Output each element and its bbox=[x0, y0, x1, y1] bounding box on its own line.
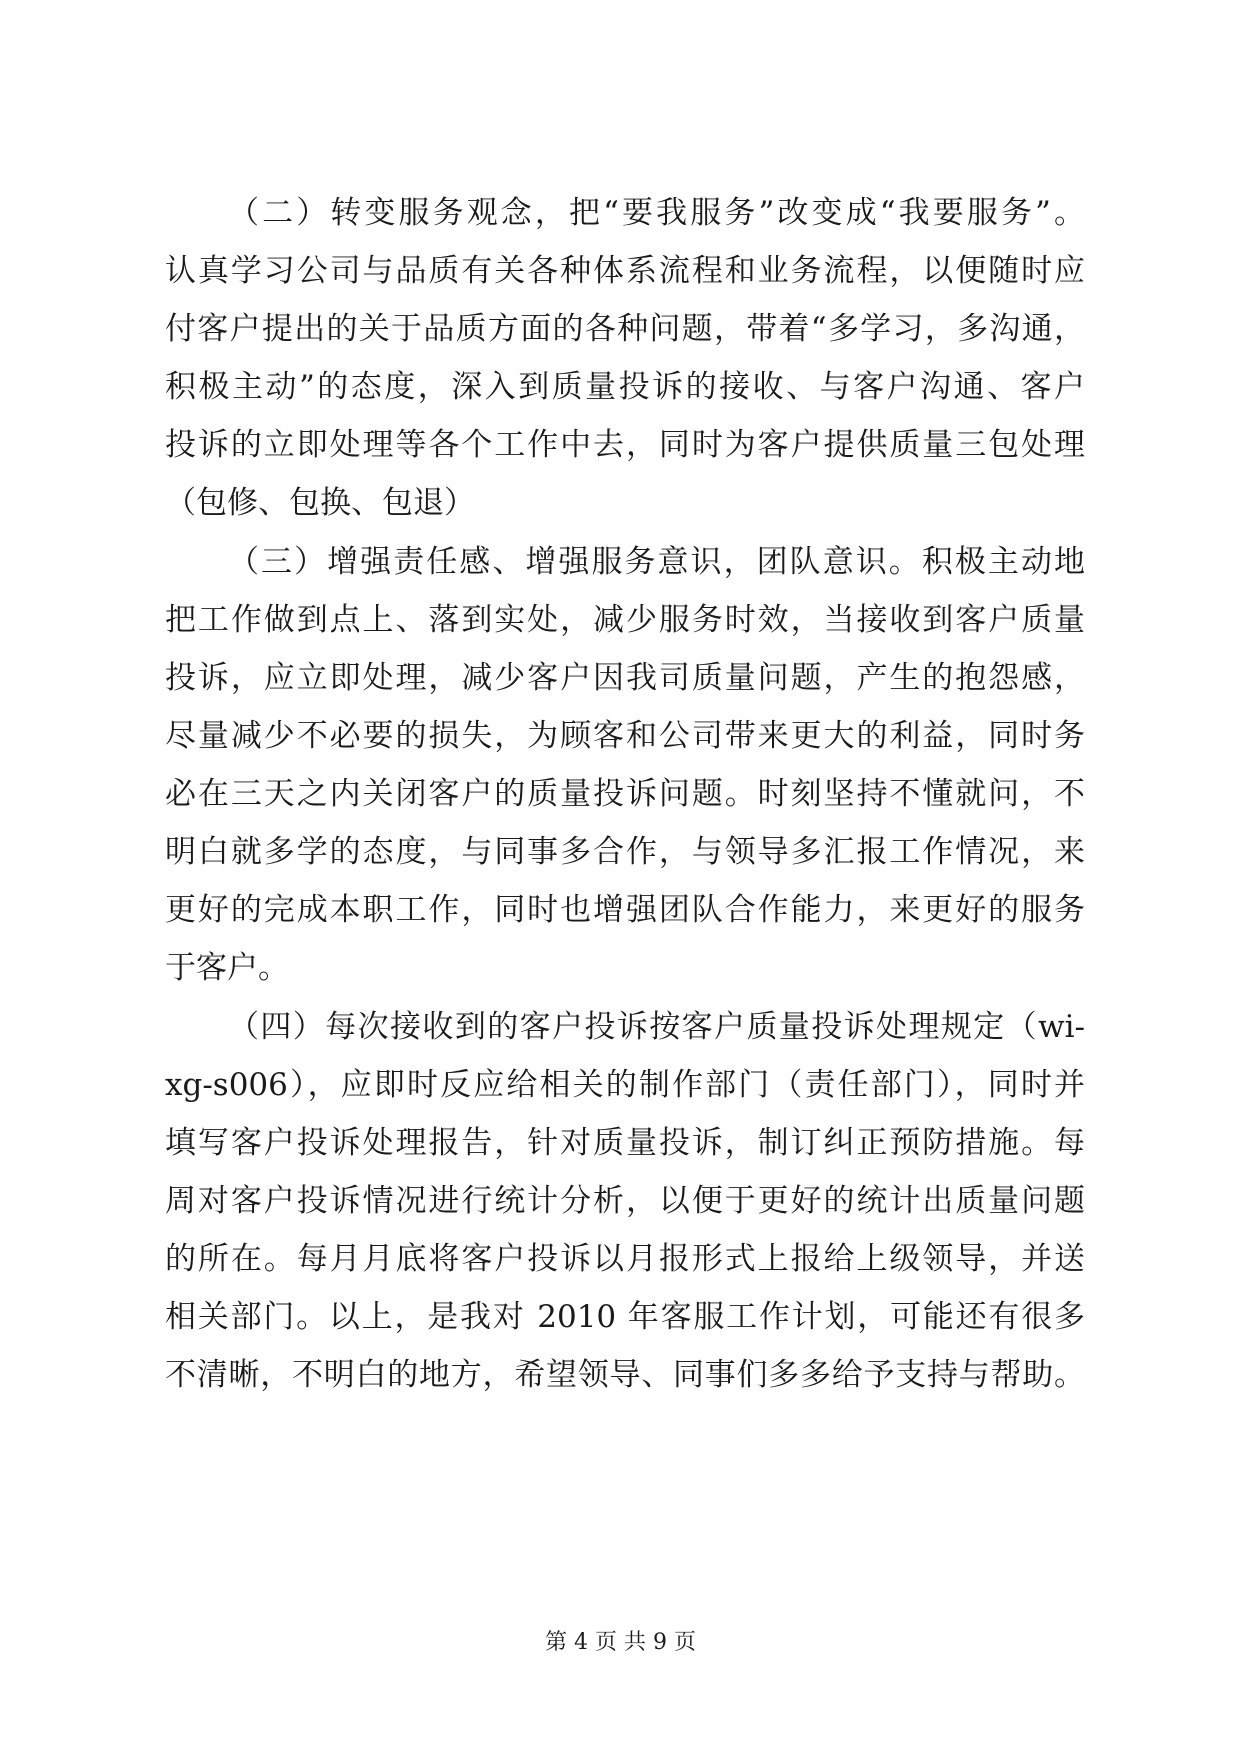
paragraph-4-line-4: 周对客户投诉情况进行统计分析，以便于更好的统计出质量问题 bbox=[165, 1183, 1085, 1219]
paragraph-3-line-8: 于客户。 bbox=[165, 950, 289, 986]
paragraph-4-line-1: （四）每次接收到的客户投诉按客户质量投诉处理规定（wi- bbox=[228, 1009, 1085, 1045]
paragraph-4-line-5: 的所在。每月月底将客户投诉以月报形式上报给上级领导，并送 bbox=[165, 1241, 1085, 1277]
paragraph-3-line-4: 尽量减少不必要的损失，为顾客和公司带来更大的利益，同时务 bbox=[165, 718, 1085, 754]
paragraph-2-line-3: 付客户提出的关于品质方面的各种问题，带着“多学习，多沟通， bbox=[165, 311, 1085, 347]
paragraph-4-line-7: 不清晰，不明白的地方，希望领导、同事们多多给予支持与帮助。 bbox=[165, 1357, 1085, 1393]
paragraph-3-line-5: 必在三天之内关闭客户的质量投诉问题。时刻坚持不懂就问，不 bbox=[165, 776, 1085, 812]
paragraph-2-line-6: （包修、包换、包退） bbox=[165, 485, 475, 521]
paragraph-4-line-3: 填写客户投诉处理报告，针对质量投诉，制订纠正预防措施。每 bbox=[165, 1125, 1085, 1161]
paragraph-2-line-2: 认真学习公司与品质有关各种体系流程和业务流程，以便随时应 bbox=[165, 253, 1085, 289]
paragraph-3-line-6: 明白就多学的态度，与同事多合作，与领导多汇报工作情况，来 bbox=[165, 834, 1085, 870]
paragraph-3-line-2: 把工作做到点上、落到实处，减少服务时效，当接收到客户质量 bbox=[165, 602, 1085, 638]
paragraph-4-line-2: xg-s006），应即时反应给相关的制作部门（责任部门），同时并 bbox=[165, 1067, 1085, 1103]
paragraph-4-line-6: 相关部门。以上，是我对 2010 年客服工作计划，可能还有很多 bbox=[165, 1299, 1085, 1335]
paragraph-3-line-1: （三）增强责任感、增强服务意识，团队意识。积极主动地 bbox=[228, 544, 1085, 580]
page-number-footer: 第 4 页 共 9 页 bbox=[545, 1630, 696, 1655]
paragraph-2-line-1: （二）转变服务观念，把“要我服务”改变成“我要服务”。 bbox=[228, 195, 1085, 231]
paragraph-3-line-3: 投诉，应立即处理，减少客户因我司质量问题，产生的抱怨感， bbox=[165, 660, 1085, 696]
paragraph-2-line-5: 投诉的立即处理等各个工作中去，同时为客户提供质量三包处理 bbox=[165, 427, 1085, 463]
paragraph-2-line-4: 积极主动”的态度，深入到质量投诉的接收、与客户沟通、客户 bbox=[165, 369, 1085, 405]
paragraph-3-line-7: 更好的完成本职工作，同时也增强团队合作能力，来更好的服务 bbox=[165, 892, 1085, 928]
